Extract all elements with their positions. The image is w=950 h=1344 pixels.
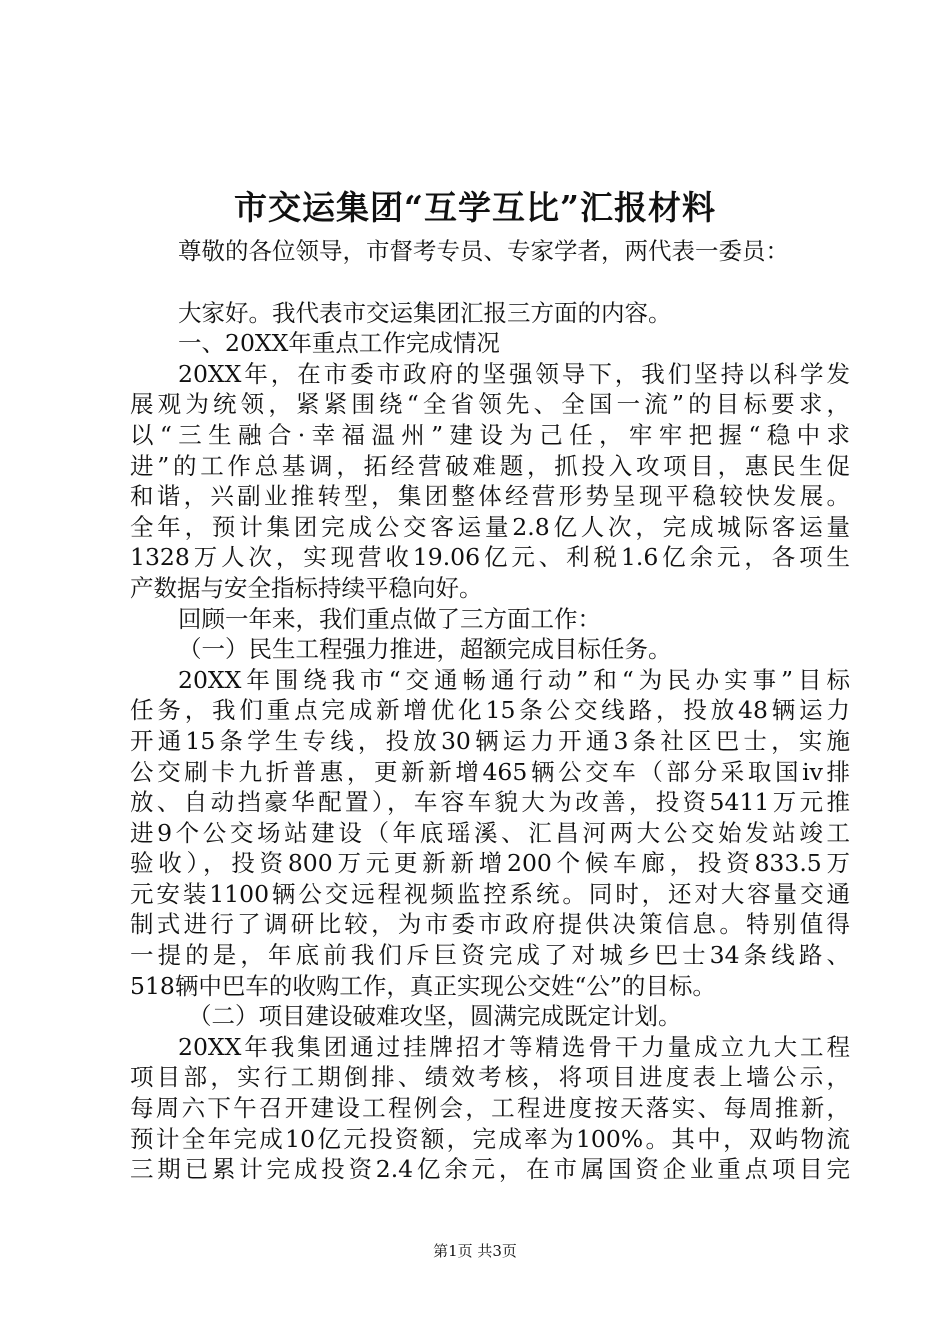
text-line: 项目部，实行工期倒排、绩效考核，将项目进度表上墙公示， bbox=[130, 1063, 850, 1092]
text-line: 预计全年完成10亿元投资额，完成率为100%。其中，双屿物流 bbox=[130, 1124, 850, 1153]
text-line: 以“三生融合·幸福温州”建设为己任，牢牢把握“稳中求 bbox=[130, 420, 850, 449]
text-line: 进”的工作总基调，拓经营破难题，抓投入攻项目，惠民生促 bbox=[130, 451, 850, 480]
document-title: 市交运集团“互学互比”汇报材料 bbox=[234, 188, 716, 227]
text-line: 三期已累计完成投资2.4亿余元，在市属国资企业重点项目完 bbox=[130, 1155, 850, 1184]
text-line: 全年，预计集团完成公交客运量2.8亿人次，完成城际客运量 bbox=[130, 512, 850, 541]
text-line: 制式进行了调研比较，为市委市政府提供决策信息。特别值得 bbox=[130, 910, 850, 939]
text-line: 放、自动挡豪华配置），车容车貌大为改善，投资5411万元推 bbox=[130, 788, 850, 817]
text-line: 大家好。我代表市交运集团汇报三方面的内容。 bbox=[178, 298, 672, 327]
blank-line bbox=[130, 267, 850, 298]
text-line: 一、20XX年重点工作完成情况 bbox=[178, 329, 500, 358]
text-line: 验收），投资800万元更新新增200个候车廊，投资833.5万 bbox=[130, 849, 850, 878]
text-line: 每周六下午召开建设工程例会，工程进度按天落实、每周推新， bbox=[130, 1094, 850, 1123]
text-line: （一）民生工程强力推进，超额完成目标任务。 bbox=[178, 635, 672, 664]
text-line: 20XX年我集团通过挂牌招才等精选骨干力量成立九大工程 bbox=[178, 1032, 850, 1061]
text-line: 1328万人次，实现营收19.06亿元、利税1.6亿余元，各项生 bbox=[130, 543, 850, 572]
text-line: 开通15条学生专线，投放30辆运力开通3条社区巴士，实施 bbox=[130, 726, 850, 755]
text-line: 产数据与安全指标持续平稳向好。 bbox=[130, 573, 483, 602]
text-line: 任务，我们重点完成新增优化15条公交线路，投放48辆运力 bbox=[130, 696, 850, 725]
text-line: 518辆中巴车的收购工作，真正实现公交姓“公”的目标。 bbox=[130, 971, 716, 1000]
salutation: 尊敬的各位领导，市督考专员、专家学者，两代表一委员： bbox=[178, 237, 789, 265]
text-line: 展观为统领，紧紧围绕“全省领先、全国一流”的目标要求， bbox=[130, 390, 850, 419]
paragraph-lines bbox=[130, 298, 850, 1185]
text-line: 20XX年，在市委市政府的坚强领导下，我们坚持以科学发 bbox=[178, 359, 850, 388]
page-footer: 第1页 共3页 bbox=[433, 1242, 517, 1260]
text-line: 20XX年围绕我市“交通畅通行动”和“为民办实事”目标 bbox=[178, 665, 850, 694]
text-line: 回顾一年来，我们重点做了三方面工作： bbox=[178, 604, 601, 633]
text-line: 一提的是，年底前我们斥巨资完成了对城乡巴士34条线路、 bbox=[130, 941, 850, 970]
document-body bbox=[130, 236, 850, 1185]
text-line: 元安装1100辆公交远程视频监控系统。同时，还对大容量交通 bbox=[130, 879, 850, 908]
text-line: 和谐，兴副业推转型，集团整体经营形势呈现平稳较快发展。 bbox=[130, 482, 850, 511]
text-line: 进9个公交场站建设（年底瑶溪、汇昌河两大公交始发站竣工 bbox=[130, 818, 850, 847]
text-line: 公交刷卡九折普惠，更新新增465辆公交车（部分采取国iv排 bbox=[130, 757, 850, 786]
text-line: （二）项目建设破难攻坚，圆满完成既定计划。 bbox=[188, 1002, 682, 1031]
